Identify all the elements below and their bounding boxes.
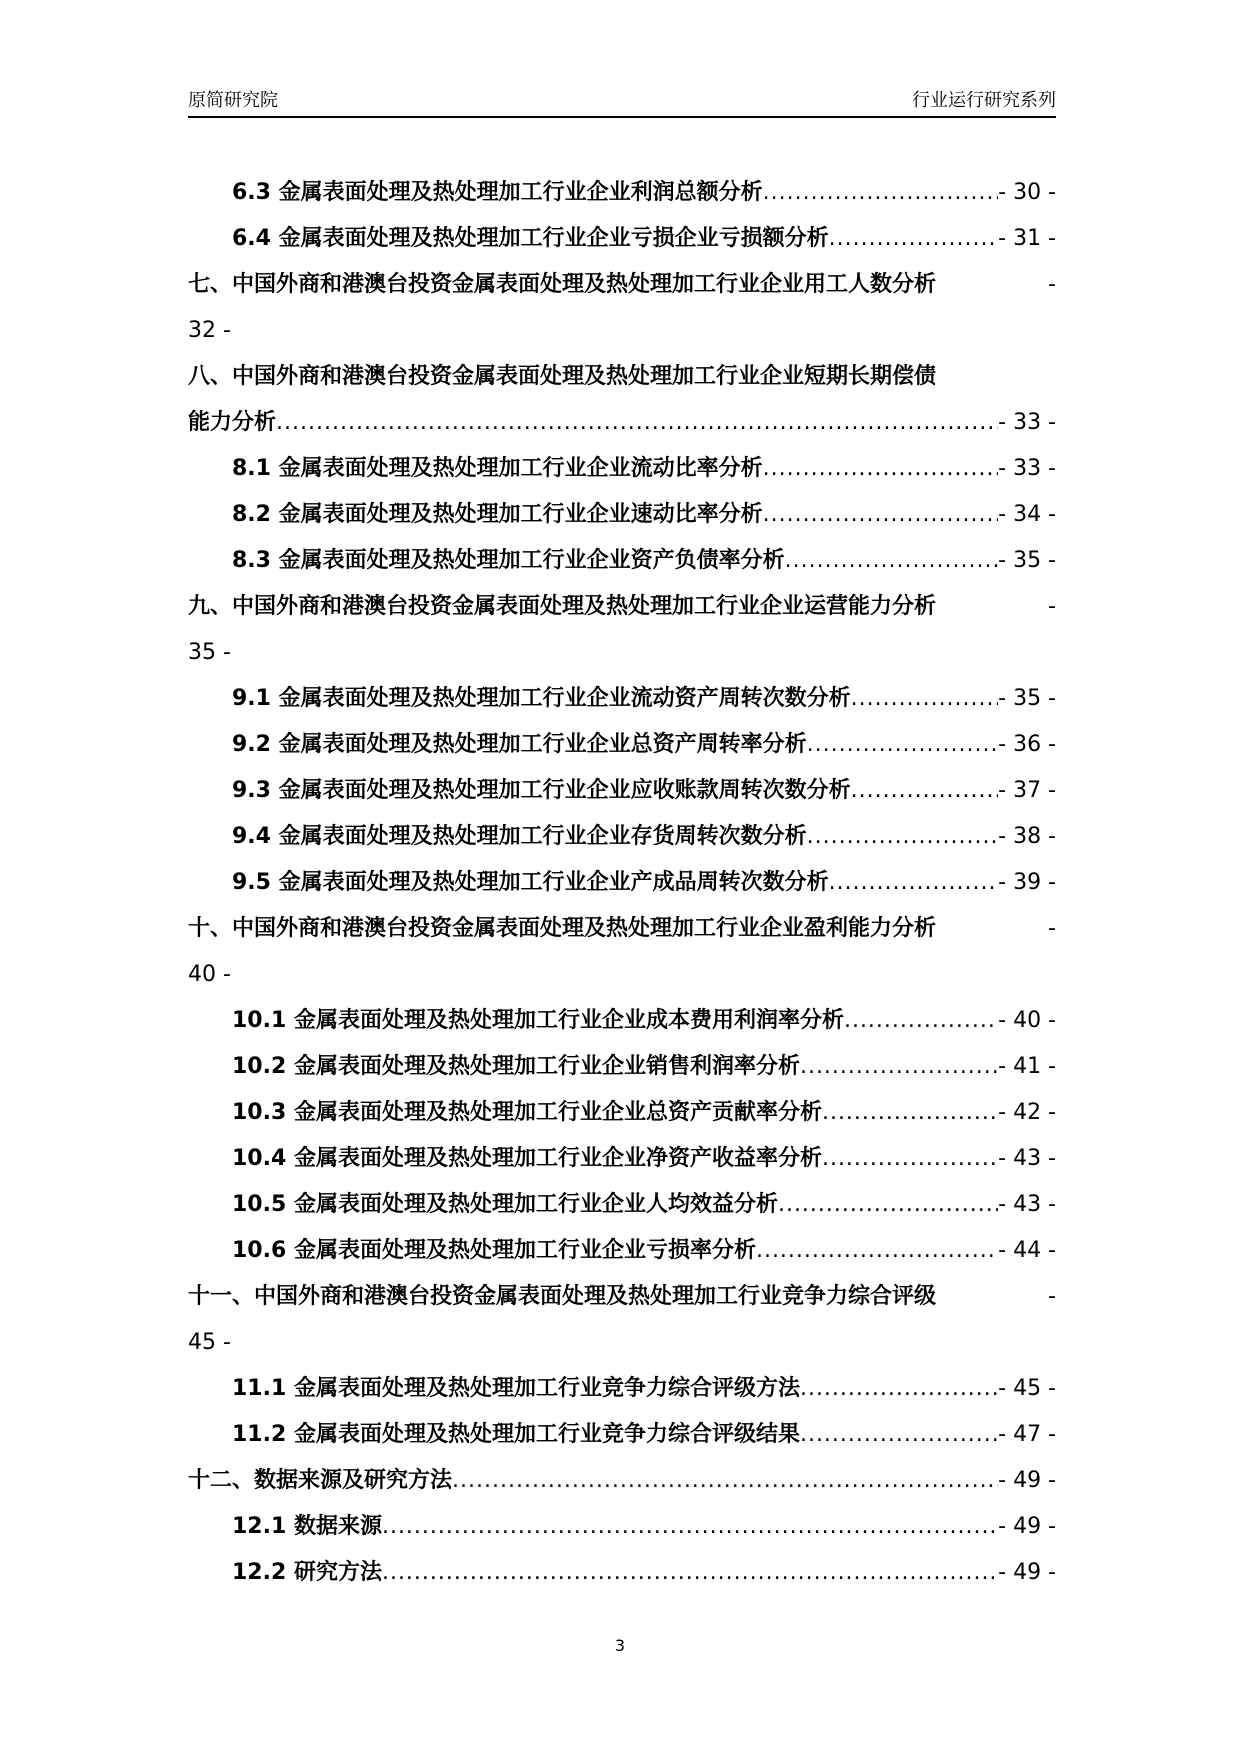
- toc-leader-dots: [822, 1090, 998, 1136]
- toc-leader-dots: [756, 1228, 998, 1274]
- toc-entry-label: 9.2 金属表面处理及热处理加工行业企业总资产周转率分析: [232, 732, 807, 757]
- toc-entry-page: - 39 -: [998, 870, 1056, 895]
- toc-entry-label: 9.3 金属表面处理及热处理加工行业企业应收账款周转次数分析: [232, 778, 851, 803]
- toc-entry-label: 6.3 金属表面处理及热处理加工行业企业利润总额分析: [232, 180, 763, 205]
- toc-entry-page: - 38 -: [998, 824, 1056, 849]
- toc-entry[interactable]: [188, 1366, 1056, 1412]
- header-organization: 原简研究院: [188, 90, 278, 111]
- toc-entry-page: - 41 -: [998, 1054, 1056, 1079]
- toc-entry-page-start: -: [1048, 916, 1056, 941]
- table-of-contents: [188, 170, 1056, 1596]
- toc-entry[interactable]: [188, 492, 1056, 538]
- toc-entry[interactable]: [188, 1550, 1056, 1596]
- toc-chapter-entry[interactable]: [188, 1458, 1056, 1504]
- toc-chapter-entry[interactable]: [188, 1274, 1056, 1366]
- toc-entry-label: 12.2 研究方法: [232, 1560, 382, 1585]
- toc-entry-label: 十一、中国外商和港澳台投资金属表面处理及热处理加工行业竞争力综合评级: [188, 1284, 937, 1309]
- toc-entry-label: 八、中国外商和港澳台投资金属表面处理及热处理加工行业企业短期长期偿债: [188, 364, 937, 389]
- toc-entry-label: 9.4 金属表面处理及热处理加工行业企业存货周转次数分析: [232, 824, 807, 849]
- page-header: [188, 80, 1056, 118]
- toc-chapter-entry[interactable]: [188, 262, 1056, 354]
- toc-leader-dots: [829, 216, 999, 262]
- toc-chapter-entry[interactable]: [188, 584, 1056, 676]
- toc-entry[interactable]: [188, 538, 1056, 584]
- toc-entry-page: - 31 -: [998, 226, 1056, 251]
- toc-entry[interactable]: [188, 170, 1056, 216]
- toc-leader-dots: [800, 1412, 998, 1458]
- toc-entry[interactable]: [188, 1412, 1056, 1458]
- toc-entry-label: 10.3 金属表面处理及热处理加工行业企业总资产贡献率分析: [232, 1100, 822, 1125]
- toc-entry[interactable]: [188, 1182, 1056, 1228]
- toc-entry-page-start: -: [1048, 272, 1056, 297]
- toc-leader-dots: [822, 1136, 998, 1182]
- toc-entry-label: 九、中国外商和港澳台投资金属表面处理及热处理加工行业企业运营能力分析: [188, 594, 937, 619]
- header-series-title: 行业运行研究系列: [912, 90, 1056, 111]
- toc-entry[interactable]: [188, 814, 1056, 860]
- toc-entry-label-continued: 能力分析: [188, 410, 277, 435]
- toc-leader-dots: [851, 676, 999, 722]
- toc-entry-page: - 30 -: [998, 180, 1056, 205]
- toc-entry-label: 9.1 金属表面处理及热处理加工行业企业流动资产周转次数分析: [232, 686, 851, 711]
- toc-chapter-entry[interactable]: [188, 354, 1056, 446]
- toc-entry-page: - 49 -: [998, 1560, 1056, 1585]
- toc-entry-page: - 37 -: [998, 778, 1056, 803]
- toc-entry-label: 8.2 金属表面处理及热处理加工行业企业速动比率分析: [232, 502, 763, 527]
- toc-entry-page: - 40 -: [998, 1008, 1056, 1033]
- toc-entry[interactable]: [188, 998, 1056, 1044]
- toc-entry-page: - 36 -: [998, 732, 1056, 757]
- toc-entry-page-start: -: [1048, 1284, 1056, 1309]
- toc-entry[interactable]: [188, 1504, 1056, 1550]
- toc-entry-page: - 49 -: [998, 1468, 1056, 1493]
- toc-entry-page: - 33 -: [998, 456, 1056, 481]
- toc-entry-page: - 35 -: [998, 686, 1056, 711]
- toc-entry-label: 十二、数据来源及研究方法: [188, 1468, 453, 1493]
- toc-entry-page-end: 32 -: [188, 318, 231, 343]
- toc-entry-label: 10.6 金属表面处理及热处理加工行业企业亏损率分析: [232, 1238, 756, 1263]
- toc-entry-page: - 33 -: [998, 410, 1056, 435]
- toc-leader-dots: [800, 1044, 998, 1090]
- toc-leader-dots: [844, 998, 998, 1044]
- toc-leader-dots: [807, 814, 999, 860]
- toc-entry-page-end: 40 -: [188, 962, 231, 987]
- toc-entry[interactable]: [188, 768, 1056, 814]
- toc-entry-page: - 44 -: [998, 1238, 1056, 1263]
- toc-entry[interactable]: [188, 216, 1056, 262]
- toc-leader-dots: [800, 1366, 998, 1412]
- toc-leader-dots: [778, 1182, 998, 1228]
- toc-entry[interactable]: [188, 1044, 1056, 1090]
- toc-entry-label: 6.4 金属表面处理及热处理加工行业企业亏损企业亏损额分析: [232, 226, 829, 251]
- toc-leader-dots: [763, 492, 999, 538]
- toc-leader-dots: [452, 1458, 998, 1504]
- toc-entry-page: - 42 -: [998, 1100, 1056, 1125]
- toc-entry-page: - 47 -: [998, 1422, 1056, 1447]
- toc-entry-page-start: -: [1048, 594, 1056, 619]
- toc-entry[interactable]: [188, 446, 1056, 492]
- toc-entry[interactable]: [188, 1228, 1056, 1274]
- toc-leader-dots: [851, 768, 999, 814]
- toc-leader-dots: [807, 722, 999, 768]
- toc-entry-label: 10.1 金属表面处理及热处理加工行业企业成本费用利润率分析: [232, 1008, 844, 1033]
- toc-entry-page: - 43 -: [998, 1146, 1056, 1171]
- toc-entry[interactable]: [188, 1090, 1056, 1136]
- toc-entry-label: 9.5 金属表面处理及热处理加工行业企业产成品周转次数分析: [232, 870, 829, 895]
- toc-leader-dots: [763, 170, 999, 216]
- toc-entry-label: 8.1 金属表面处理及热处理加工行业企业流动比率分析: [232, 456, 763, 481]
- toc-entry-label: 11.1 金属表面处理及热处理加工行业竞争力综合评级方法: [232, 1376, 800, 1401]
- toc-entry-page: - 45 -: [998, 1376, 1056, 1401]
- toc-entry-page: - 49 -: [998, 1514, 1056, 1539]
- toc-entry[interactable]: [188, 722, 1056, 768]
- toc-entry-label: 10.5 金属表面处理及热处理加工行业企业人均效益分析: [232, 1192, 778, 1217]
- toc-entry[interactable]: [188, 860, 1056, 906]
- toc-entry-page: - 43 -: [998, 1192, 1056, 1217]
- toc-entry-page-end: 35 -: [188, 640, 231, 665]
- toc-chapter-entry[interactable]: [188, 906, 1056, 998]
- toc-entry-page: - 35 -: [998, 548, 1056, 573]
- toc-entry-page: - 34 -: [998, 502, 1056, 527]
- toc-entry-label: 七、中国外商和港澳台投资金属表面处理及热处理加工行业企业用工人数分析: [188, 272, 937, 297]
- toc-entry-label: 8.3 金属表面处理及热处理加工行业企业资产负债率分析: [232, 548, 785, 573]
- toc-leader-dots: [382, 1504, 998, 1550]
- toc-entry-label: 12.1 数据来源: [232, 1514, 382, 1539]
- toc-entry-label: 11.2 金属表面处理及热处理加工行业竞争力综合评级结果: [232, 1422, 800, 1447]
- toc-leader-dots: [382, 1550, 998, 1596]
- toc-leader-dots: [785, 538, 999, 584]
- toc-entry-label: 十、中国外商和港澳台投资金属表面处理及热处理加工行业企业盈利能力分析: [188, 916, 937, 941]
- page-number: 3: [614, 1636, 626, 1655]
- toc-entry[interactable]: [188, 676, 1056, 722]
- toc-entry-label: 10.2 金属表面处理及热处理加工行业企业销售利润率分析: [232, 1054, 800, 1079]
- toc-entry-label: 10.4 金属表面处理及热处理加工行业企业净资产收益率分析: [232, 1146, 822, 1171]
- toc-entry-page-end: 45 -: [188, 1330, 231, 1355]
- toc-leader-dots: [276, 400, 998, 446]
- toc-leader-dots: [763, 446, 999, 492]
- toc-entry[interactable]: [188, 1136, 1056, 1182]
- toc-leader-dots: [829, 860, 999, 906]
